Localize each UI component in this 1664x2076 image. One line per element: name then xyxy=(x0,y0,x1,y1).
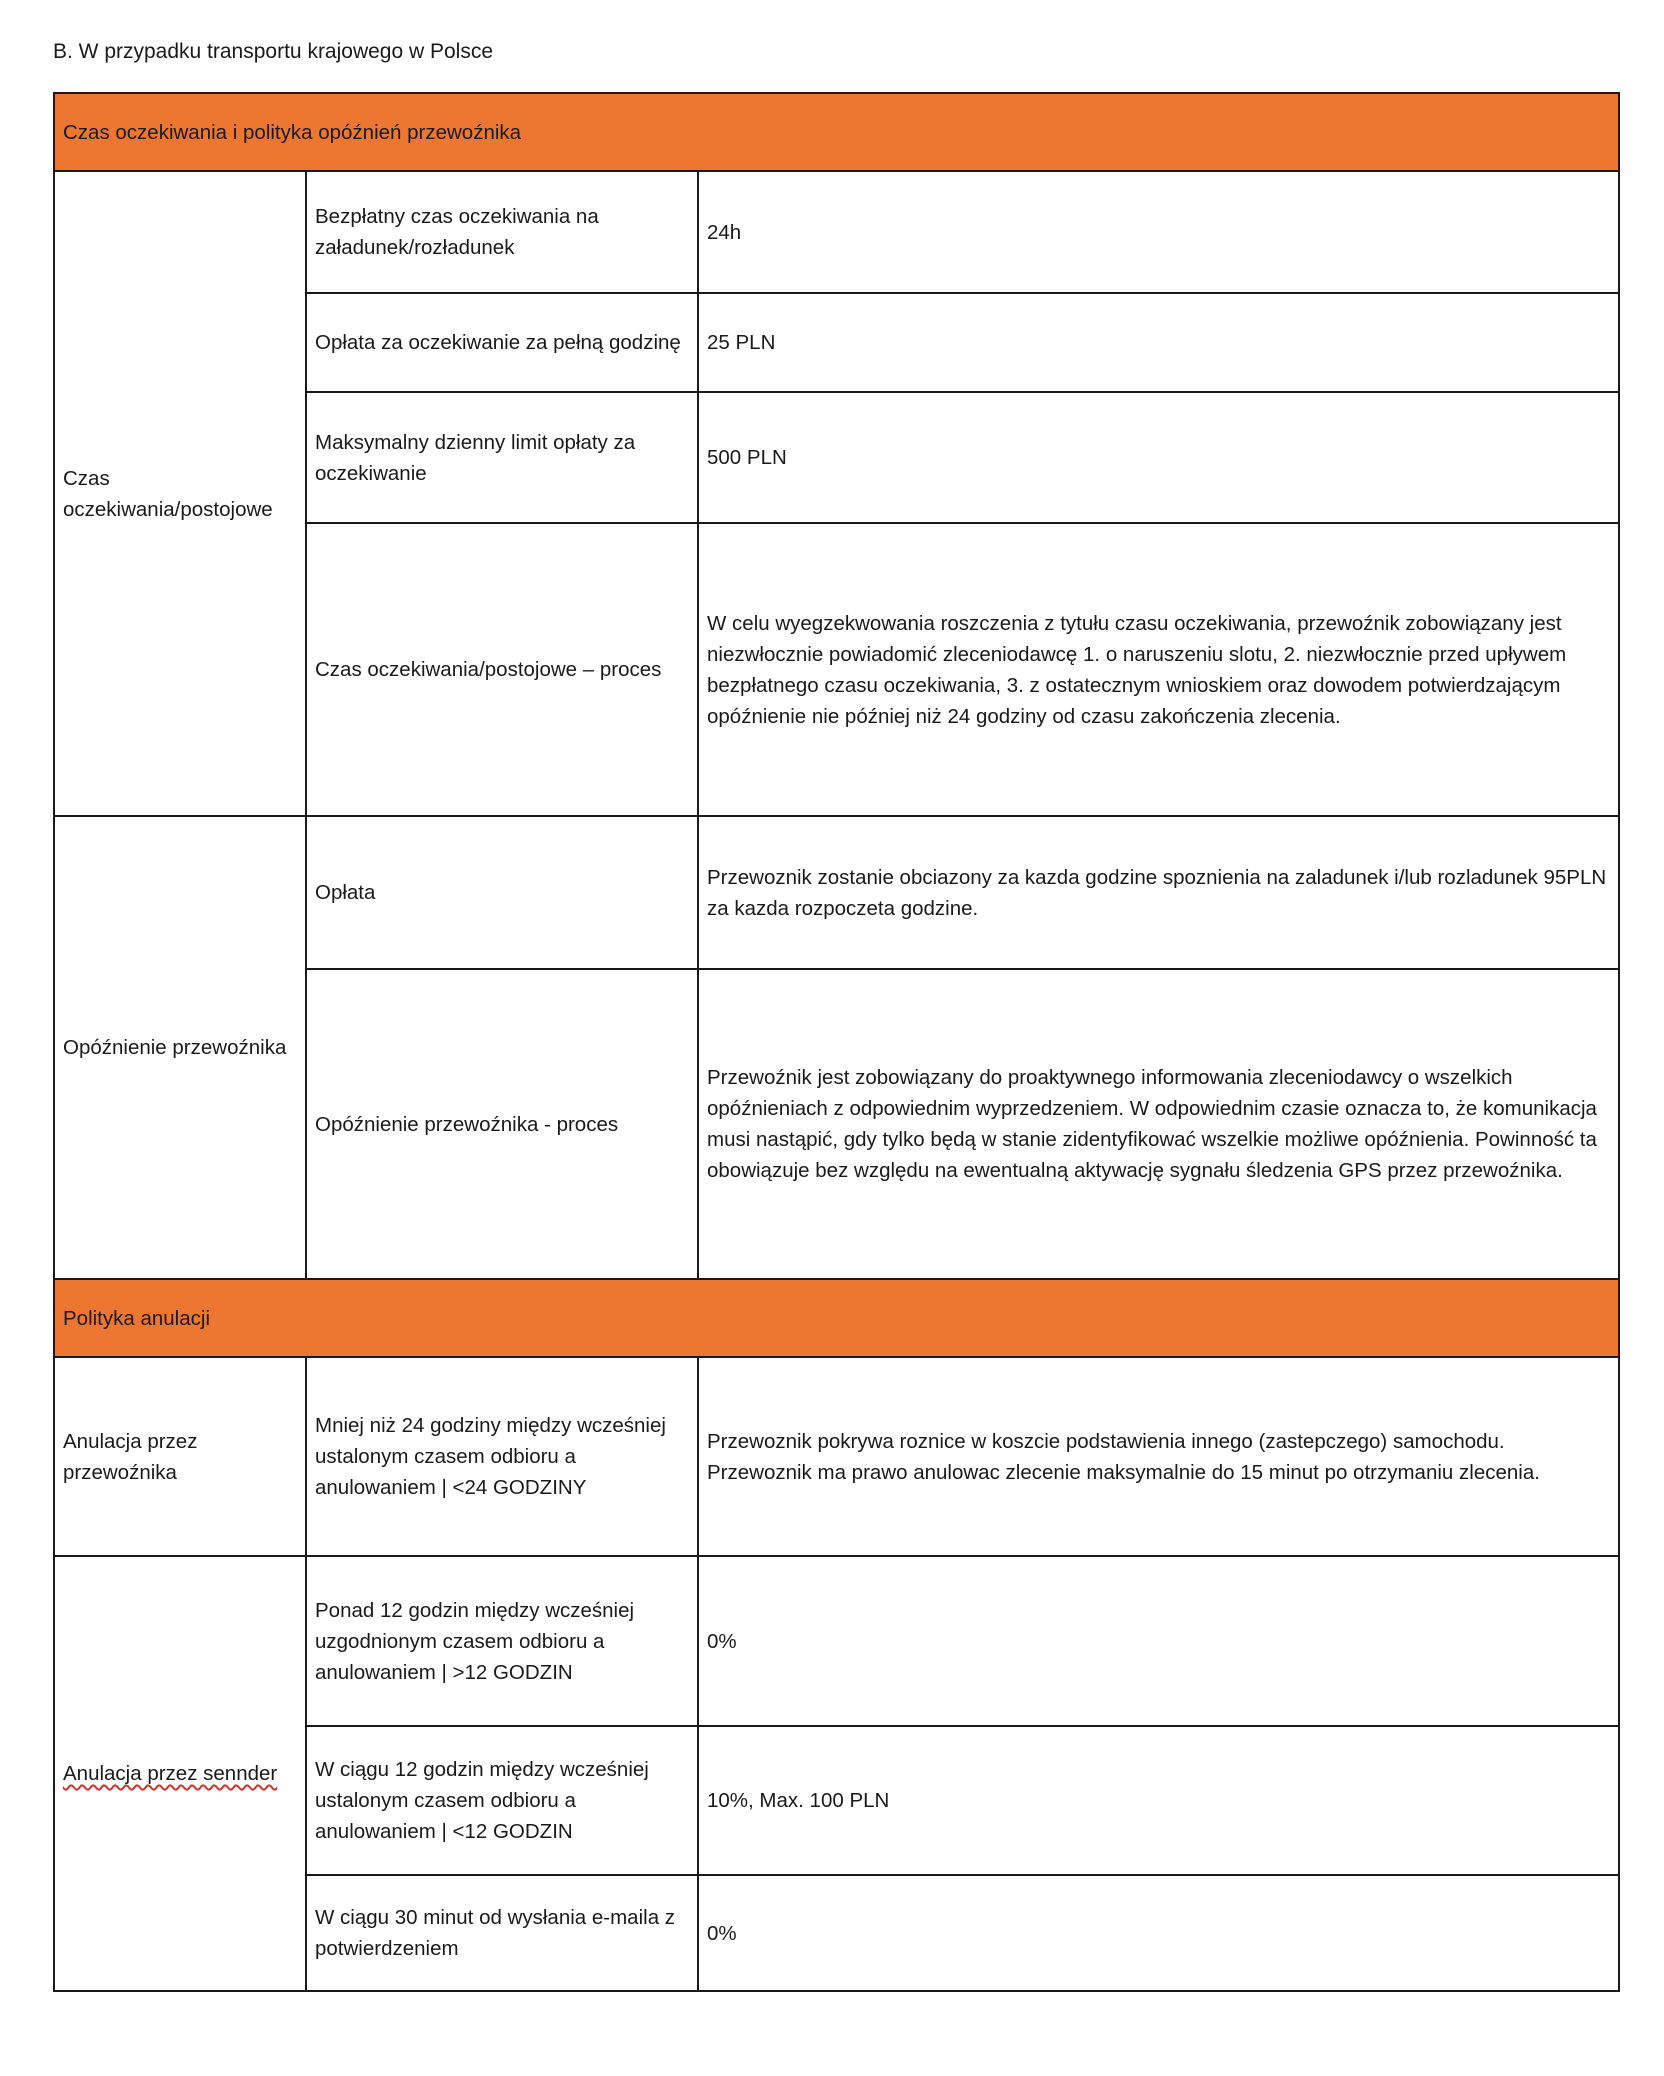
row-label: Opłata za oczekiwanie za pełną godzinę xyxy=(306,293,698,392)
row-value: 0% xyxy=(698,1556,1619,1726)
table-row xyxy=(54,171,1619,293)
row-value: 0% xyxy=(698,1875,1619,1991)
row-value: Przewoźnik jest zobowiązany do proaktywnego informowania zleceniodawcy o wszelkich opóźnieniach z odpowiednim wyprzedzeniem. W odpowiednim czasie oznacza to, że komunikacja musi nastąpić, gdy tylko będą w stanie zidentyfikować wszelkie możliwe opóźnienia. Powinność ta obowiązuje bez względu na ewentualną aktywację sygnału śledzenia GPS przez przewoźnika. xyxy=(698,969,1619,1279)
table-row xyxy=(54,1556,1619,1726)
row-label: Opóźnienie przewoźnika - proces xyxy=(306,969,698,1279)
section-title-cancellation: Polityka anulacji xyxy=(54,1279,1619,1357)
document-heading: B. W przypadku transportu krajowego w Polsce xyxy=(53,40,494,63)
row-value: 10%, Max. 100 PLN xyxy=(698,1726,1619,1875)
table-row xyxy=(54,1357,1619,1556)
spellcheck-underlined-text: Anulacja przez sennder xyxy=(63,1762,278,1785)
row-label: Czas oczekiwania/postojowe – proces xyxy=(306,523,698,816)
group-label-carrier: Anulacja przez przewoźnika xyxy=(54,1357,306,1556)
section-header-row xyxy=(54,93,1619,171)
row-value: 500 PLN xyxy=(698,392,1619,523)
row-value: Przewoznik zostanie obciazony za kazda godzine spoznienia na zaladunek i/lub rozladunek 95PLN za kazda rozpoczeta godzine. xyxy=(698,816,1619,969)
row-value: W celu wyegzekwowania roszczenia z tytułu czasu oczekiwania, przewoźnik zobowiązany jest niezwłocznie powiadomić zleceniodawcę 1. o naruszeniu slotu, 2. niezwłocznie przed upływem bezpłatnego czasu oczekiwania, 3. z ostatecznym wnioskiem oraz dowodem potwierdzającym opóźnienie nie później niż 24 godziny od czasu zakończenia zlecenia. xyxy=(698,523,1619,816)
section-header-row xyxy=(54,1279,1619,1357)
row-label: Ponad 12 godzin między wcześniej uzgodnionym czasem odbioru a anulowaniem | >12 GODZIN xyxy=(306,1556,698,1726)
row-label: W ciągu 30 minut od wysłania e-maila z potwierdzeniem xyxy=(306,1875,698,1991)
group-label-delay: Opóźnienie przewoźnika xyxy=(54,816,306,1279)
row-label: W ciągu 12 godzin między wcześniej ustalonym czasem odbioru a anulowaniem | <12 GODZIN xyxy=(306,1726,698,1875)
row-value: 24h xyxy=(698,171,1619,293)
table-row xyxy=(54,816,1619,969)
group-label-waiting: Czas oczekiwania/postojowe xyxy=(54,171,306,816)
section-title-waiting: Czas oczekiwania i polityka opóźnień przewoźnika xyxy=(54,93,1619,171)
group-label-sender xyxy=(54,1556,306,1991)
row-value: 25 PLN xyxy=(698,293,1619,392)
row-label: Opłata xyxy=(306,816,698,969)
row-label: Mniej niż 24 godziny między wcześniej ustalonym czasem odbioru a anulowaniem | <24 GODZINY xyxy=(306,1357,698,1556)
row-label: Maksymalny dzienny limit opłaty za oczekiwanie xyxy=(306,392,698,523)
policy-table xyxy=(53,92,1620,1992)
row-label: Bezpłatny czas oczekiwania na załadunek/rozładunek xyxy=(306,171,698,293)
row-value: Przewoznik pokrywa roznice w koszcie podstawienia innego (zastepczego) samochodu. Przewoznik ma prawo anulowac zlecenie maksymalnie do 15 minut po otrzymaniu zlecenia. xyxy=(698,1357,1619,1556)
